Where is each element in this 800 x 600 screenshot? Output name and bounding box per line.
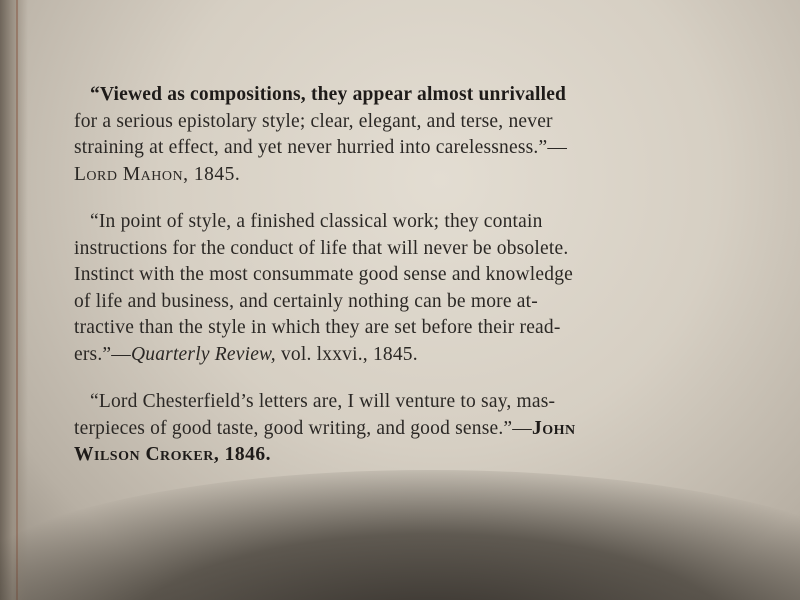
quote-line-text: terpieces of good taste, good writing, and good sense.”— — [74, 417, 532, 439]
quote-last-line — [74, 342, 742, 369]
quote-croker — [74, 389, 742, 469]
page-edge-line — [16, 0, 18, 600]
quote-mahon — [74, 82, 742, 188]
quote-line: for a serious epistolary style; clear, elegant, and terse, never — [74, 110, 553, 132]
quote-line: “Lord Chesterfield’s letters are, I will venture to say, mas- — [90, 391, 556, 412]
quote-line: “In point of style, a finished classical work; they contain — [90, 211, 543, 232]
quote-attribution: Lord Mahon, 1845. — [74, 163, 241, 185]
page-gutter-shadow — [0, 0, 28, 600]
quote-quarterly-review — [74, 209, 742, 368]
quote-source: Quarterly Review, — [130, 343, 276, 365]
quote-line-with-attribution — [74, 416, 742, 443]
quote-attribution: Wilson Croker, 1846. — [74, 444, 271, 465]
quote-line: “Viewed as compositions, they appear almost unrivalled — [90, 84, 567, 105]
quote-line: instructions for the conduct of life that will never be obsolete. — [74, 237, 569, 259]
quote-line: straining at effect, and yet never hurried into carelessness.”— — [74, 137, 568, 158]
quote-last-prefix: ers.”— — [74, 343, 131, 365]
quote-line: of life and business, and certainly nothing can be more at- — [74, 290, 538, 312]
quotes-block — [74, 82, 742, 490]
quote-source-suffix: vol. lxxvi., 1845. — [275, 343, 418, 365]
foreground-shadow — [0, 470, 800, 600]
quote-attribution-first: John — [531, 417, 576, 439]
quote-line: Instinct with the most consummate good sense and knowledge — [74, 264, 574, 285]
quote-line: tractive than the style in which they are set before their read- — [74, 317, 561, 338]
